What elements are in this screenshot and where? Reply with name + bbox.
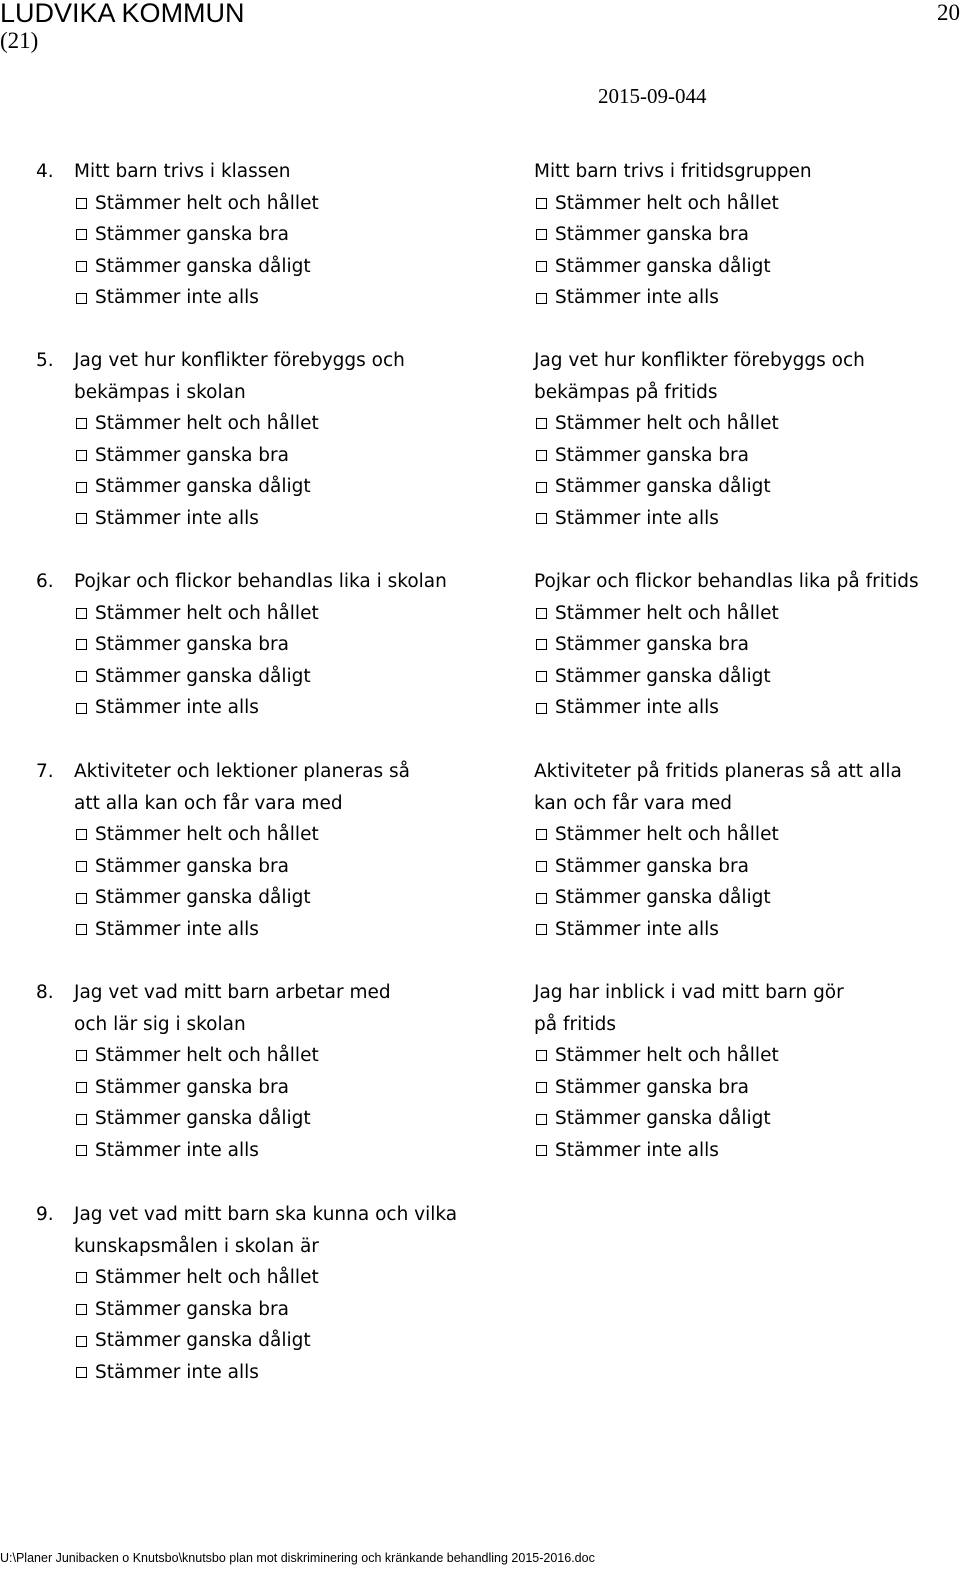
- answer-option-label: Stämmer ganska dåligt: [95, 665, 311, 687]
- question-text: och lär sig i skolan: [74, 1013, 246, 1035]
- checkbox-icon[interactable]: [76, 293, 87, 304]
- answer-option-label: Stämmer ganska bra: [555, 1076, 749, 1098]
- page-total: (21): [0, 28, 39, 53]
- checkbox-icon[interactable]: [536, 1082, 547, 1093]
- answer-option-label: Stämmer ganska dåligt: [95, 476, 311, 498]
- file-path-footer: U:\Planer Junibacken o Knutsbo\knutsbo plan mot diskriminering och kränkande behandling 2015-2016.doc: [0, 1551, 595, 1565]
- checkbox-icon[interactable]: [76, 893, 87, 904]
- answer-option-label: Stämmer helt och hållet: [555, 1045, 779, 1067]
- checkbox-icon[interactable]: [76, 1272, 87, 1283]
- question-left-column: [74, 566, 504, 724]
- answer-option[interactable]: [74, 661, 504, 693]
- answer-option[interactable]: [534, 1072, 960, 1104]
- answer-option[interactable]: [534, 692, 960, 724]
- answer-option[interactable]: [534, 503, 960, 535]
- answer-option[interactable]: [534, 188, 960, 220]
- answer-option-label: Stämmer ganska dåligt: [95, 1330, 311, 1352]
- checkbox-icon[interactable]: [536, 893, 547, 904]
- question-right-column: [534, 345, 960, 535]
- answer-option[interactable]: [74, 188, 504, 220]
- answer-option[interactable]: [534, 471, 960, 503]
- answer-option[interactable]: [74, 282, 504, 314]
- answer-option[interactable]: [534, 219, 960, 251]
- question-text: Aktiviteter på fritids planeras så att alla: [534, 761, 902, 782]
- question-text: Jag vet hur konflikter förebyggs och: [74, 350, 405, 371]
- checkbox-icon[interactable]: [536, 1114, 547, 1125]
- checkbox-icon[interactable]: [536, 924, 547, 935]
- answer-option-label: Stämmer ganska dåligt: [95, 255, 311, 277]
- question-text: att alla kan och får vara med: [74, 792, 343, 814]
- question-text: kan och får vara med: [534, 792, 733, 814]
- answer-option-label: Stämmer ganska bra: [555, 855, 749, 877]
- answer-option[interactable]: [74, 408, 504, 440]
- checkbox-icon[interactable]: [536, 198, 547, 209]
- answer-option-label: Stämmer ganska bra: [95, 1298, 289, 1320]
- checkbox-icon[interactable]: [76, 261, 87, 272]
- checkbox-icon[interactable]: [76, 671, 87, 682]
- checkbox-icon[interactable]: [536, 261, 547, 272]
- checkbox-icon[interactable]: [76, 229, 87, 240]
- question-number: 9.: [36, 1204, 54, 1225]
- answer-option-label: Stämmer inte alls: [555, 507, 719, 529]
- answer-option[interactable]: [74, 692, 504, 724]
- checkbox-icon[interactable]: [76, 924, 87, 935]
- answer-option[interactable]: [534, 440, 960, 472]
- checkbox-icon[interactable]: [536, 1145, 547, 1156]
- answer-option[interactable]: [534, 629, 960, 661]
- question-number: 4.: [36, 161, 54, 182]
- question-text: Jag vet vad mitt barn arbetar med: [74, 982, 391, 1003]
- answer-option-label: Stämmer ganska dåligt: [555, 255, 771, 277]
- question-right-column: [534, 156, 960, 314]
- answer-option-label: Stämmer helt och hållet: [95, 1267, 319, 1289]
- answer-option-label: Stämmer inte alls: [555, 918, 719, 940]
- answer-option[interactable]: [74, 219, 504, 251]
- question-text: Jag vet vad mitt barn ska kunna och vilka: [74, 1204, 458, 1225]
- checkbox-icon[interactable]: [536, 418, 547, 429]
- answer-option[interactable]: [534, 851, 960, 883]
- question-right-column: [534, 977, 960, 1167]
- question-text: Aktiviteter och lektioner planeras så: [74, 761, 411, 782]
- answer-option-label: Stämmer inte alls: [95, 697, 259, 719]
- answer-option-label: Stämmer inte alls: [555, 697, 719, 719]
- answer-option[interactable]: [74, 1294, 504, 1326]
- checkbox-icon[interactable]: [76, 1304, 87, 1315]
- answer-option-label: Stämmer ganska bra: [95, 444, 289, 466]
- question-text: Mitt barn trivs i fritidsgruppen: [534, 161, 812, 182]
- question-right-column: [534, 566, 960, 724]
- checkbox-icon[interactable]: [76, 1082, 87, 1093]
- answer-option[interactable]: [74, 1135, 504, 1167]
- answer-option[interactable]: [74, 882, 504, 914]
- answer-option[interactable]: [534, 661, 960, 693]
- checkbox-icon[interactable]: [536, 229, 547, 240]
- question-text: bekämpas i skolan: [74, 381, 246, 403]
- answer-option-label: Stämmer helt och hållet: [555, 824, 779, 846]
- answer-option[interactable]: [74, 851, 504, 883]
- checkbox-icon[interactable]: [76, 482, 87, 493]
- checkbox-icon[interactable]: [76, 861, 87, 872]
- answer-option-label: Stämmer helt och hållet: [95, 824, 319, 846]
- checkbox-icon[interactable]: [76, 829, 87, 840]
- question-left-column: [74, 156, 504, 314]
- checkbox-icon[interactable]: [76, 703, 87, 714]
- question-left-column: [74, 977, 504, 1167]
- checkbox-icon[interactable]: [76, 418, 87, 429]
- answer-option-label: Stämmer ganska dåligt: [95, 887, 311, 909]
- answer-option-label: Stämmer ganska dåligt: [555, 476, 771, 498]
- answer-option-label: Stämmer inte alls: [555, 287, 719, 309]
- question-number: 8.: [36, 982, 54, 1003]
- answer-option[interactable]: [534, 1103, 960, 1135]
- checkbox-icon[interactable]: [536, 1050, 547, 1061]
- answer-option[interactable]: [534, 251, 960, 283]
- checkbox-icon[interactable]: [76, 1336, 87, 1347]
- checkbox-icon[interactable]: [536, 639, 547, 650]
- checkbox-icon[interactable]: [76, 450, 87, 461]
- answer-option[interactable]: [74, 471, 504, 503]
- answer-option[interactable]: [534, 882, 960, 914]
- question-right-column: [534, 756, 960, 946]
- question-left-column: [74, 756, 504, 946]
- question-text: kunskapsmålen i skolan är: [74, 1235, 319, 1257]
- answer-option-label: Stämmer helt och hållet: [555, 602, 779, 624]
- answer-option-label: Stämmer ganska dåligt: [95, 1108, 311, 1130]
- answer-option[interactable]: [534, 914, 960, 946]
- answer-option[interactable]: [74, 1040, 504, 1072]
- answer-option-label: Stämmer ganska bra: [555, 444, 749, 466]
- answer-option-label: Stämmer ganska bra: [95, 1076, 289, 1098]
- answer-option-label: Stämmer ganska bra: [95, 634, 289, 656]
- question-text: Jag vet hur konflikter förebyggs och: [534, 350, 865, 371]
- answer-option-label: Stämmer inte alls: [555, 1139, 719, 1161]
- checkbox-icon[interactable]: [536, 293, 547, 304]
- answer-option[interactable]: [74, 440, 504, 472]
- checkbox-icon[interactable]: [536, 608, 547, 619]
- answer-option-label: Stämmer helt och hållet: [555, 192, 779, 214]
- answer-option-label: Stämmer helt och hållet: [95, 1045, 319, 1067]
- answer-option[interactable]: [74, 503, 504, 535]
- answer-option-label: Stämmer inte alls: [95, 507, 259, 529]
- checkbox-icon[interactable]: [536, 703, 547, 714]
- question-text: Jag har inblick i vad mitt barn gör: [534, 982, 844, 1003]
- answer-option[interactable]: [74, 1357, 504, 1389]
- checkbox-icon[interactable]: [536, 450, 547, 461]
- checkbox-icon[interactable]: [76, 1114, 87, 1125]
- answer-option[interactable]: [74, 1103, 504, 1135]
- checkbox-icon[interactable]: [536, 482, 547, 493]
- answer-option-label: Stämmer helt och hållet: [95, 413, 319, 435]
- question-number: 6.: [36, 571, 54, 592]
- checkbox-icon[interactable]: [536, 861, 547, 872]
- question-text: bekämpas på fritids: [534, 381, 718, 403]
- document-date: 2015-09-044: [598, 84, 707, 108]
- checkbox-icon[interactable]: [76, 1367, 87, 1378]
- checkbox-icon[interactable]: [76, 198, 87, 209]
- checkbox-icon[interactable]: [76, 608, 87, 619]
- answer-option[interactable]: [74, 629, 504, 661]
- answer-option-label: Stämmer ganska dåligt: [555, 1108, 771, 1130]
- answer-option[interactable]: [74, 251, 504, 283]
- question-left-column: [74, 345, 504, 535]
- checkbox-icon[interactable]: [536, 513, 547, 524]
- answer-option-label: Stämmer inte alls: [95, 1361, 259, 1383]
- answer-option[interactable]: [534, 819, 960, 851]
- answer-option[interactable]: [74, 914, 504, 946]
- answer-option-label: Stämmer helt och hållet: [95, 602, 319, 624]
- answer-option[interactable]: [534, 408, 960, 440]
- answer-option[interactable]: [74, 1072, 504, 1104]
- answer-option-label: Stämmer helt och hållet: [555, 413, 779, 435]
- answer-option[interactable]: [74, 598, 504, 630]
- checkbox-icon[interactable]: [76, 513, 87, 524]
- checkbox-icon[interactable]: [76, 1050, 87, 1061]
- question-number: 7.: [36, 761, 54, 782]
- question-text: Mitt barn trivs i klassen: [74, 161, 291, 182]
- question-text: Pojkar och flickor behandlas lika på fritids: [534, 571, 919, 592]
- answer-option-label: Stämmer inte alls: [95, 1139, 259, 1161]
- question-text: på fritids: [534, 1013, 616, 1035]
- answer-option-label: Stämmer helt och hållet: [95, 192, 319, 214]
- answer-option-label: Stämmer ganska dåligt: [555, 887, 771, 909]
- checkbox-icon[interactable]: [536, 671, 547, 682]
- question-text: Pojkar och flickor behandlas lika i skolan: [74, 571, 447, 592]
- answer-option[interactable]: [534, 1040, 960, 1072]
- answer-option-label: Stämmer ganska bra: [95, 855, 289, 877]
- answer-option[interactable]: [534, 1135, 960, 1167]
- answer-option[interactable]: [74, 1262, 504, 1294]
- answer-option-label: Stämmer ganska bra: [555, 224, 749, 246]
- answer-option-label: Stämmer inte alls: [95, 918, 259, 940]
- answer-option-label: Stämmer ganska bra: [95, 224, 289, 246]
- organization-name: LUDVIKA KOMMUN: [0, 0, 245, 28]
- answer-option-label: Stämmer ganska bra: [555, 634, 749, 656]
- answer-option[interactable]: [534, 282, 960, 314]
- answer-option[interactable]: [74, 819, 504, 851]
- checkbox-icon[interactable]: [76, 639, 87, 650]
- answer-option-label: Stämmer ganska dåligt: [555, 665, 771, 687]
- answer-option-label: Stämmer inte alls: [95, 287, 259, 309]
- answer-option[interactable]: [74, 1325, 504, 1357]
- answer-option[interactable]: [534, 598, 960, 630]
- question-left-column: [74, 1199, 504, 1389]
- page-number: 20: [937, 0, 960, 25]
- checkbox-icon[interactable]: [76, 1145, 87, 1156]
- question-number: 5.: [36, 350, 54, 371]
- checkbox-icon[interactable]: [536, 829, 547, 840]
